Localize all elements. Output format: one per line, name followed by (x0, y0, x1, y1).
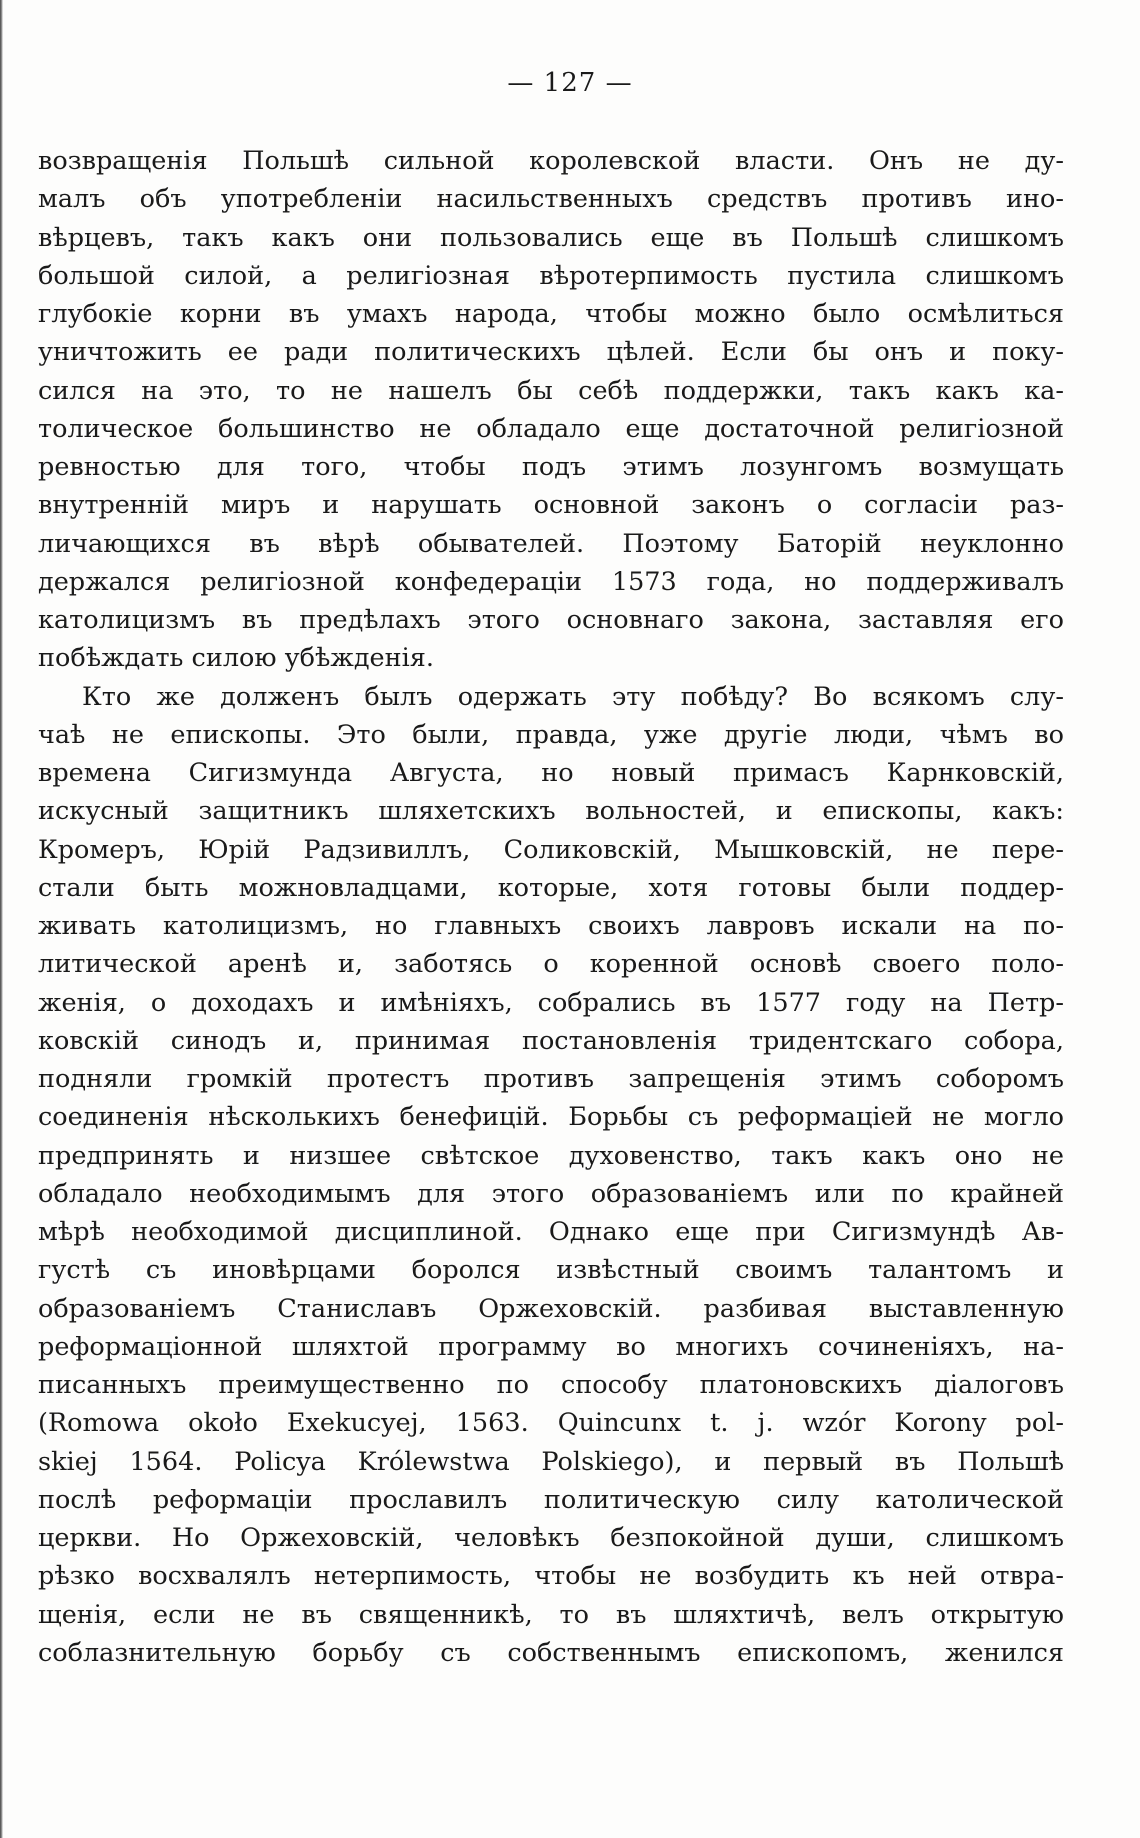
text-line: образованіемъ Станиславъ Оржеховскій. разбивая выставленную (38, 1293, 1064, 1324)
text-line: писанныхъ преимущественно по способу платоновскихъ діалоговъ (38, 1370, 1064, 1400)
paragraph (38, 678, 1064, 1673)
text-line: соблазнительную борьбу съ собственнымъ епископомъ, женился (38, 1637, 1064, 1668)
body-text (38, 142, 1064, 1672)
text-line: ковскій синодъ и, принимая постановленія тридентскаго собора, (38, 1025, 1064, 1056)
text-line: женія, о доходахъ и имѣніяхъ, собрались въ 1577 году на Петр- (38, 987, 1064, 1018)
text-line: возвращенія Польшѣ сильной королевской власти. Онъ не ду- (38, 146, 1064, 176)
paragraph (38, 142, 1064, 678)
page-binding-edge (0, 0, 3, 1838)
text-line: (Romowa około Exekucyej, 1563. Quincunx t. j. wzór Korony pol- (38, 1408, 1064, 1439)
text-line: сился на это, то не нашелъ бы себѣ поддержки, такъ какъ ка- (38, 375, 1064, 406)
text-line: уничтожить ее ради политическихъ цѣлей. Если бы онъ и поку- (38, 337, 1064, 368)
text-line: соединенія нѣсколькихъ бенефицій. Борьбы съ реформаціей не могло (38, 1102, 1064, 1133)
text-line: внутренній миръ и нарушать основной законъ о согласіи раз- (38, 490, 1064, 521)
text-line: глубокіе корни въ умахъ народа, чтобы можно было осмѣлиться (38, 299, 1064, 329)
text-line: стали быть можновладцами, которые, хотя готовы были поддер- (38, 872, 1064, 903)
text-line: толическое большинство не обладало еще достаточной религіозной (38, 413, 1064, 444)
text-line: мѣрѣ необходимой дисциплиной. Однако еще при Сигизмундѣ Ав- (38, 1217, 1064, 1247)
text-line: побѣждать силою убѣжденія. (38, 643, 434, 674)
text-line: церкви. Но Оржеховскій, человѣкъ безпокойной души, слишкомъ (38, 1523, 1064, 1553)
page-number: — 127 — (507, 68, 633, 98)
text-line: малъ объ употребленіи насильственныхъ средствъ противъ ино- (38, 184, 1064, 215)
text-line: предпринять и низшее свѣтское духовенство, такъ какъ оно не (38, 1140, 1064, 1171)
text-line: держался религіозной конфедераціи 1573 года, но поддерживалъ (38, 566, 1064, 597)
text-line: густѣ съ иновѣрцами боролся извѣстный своимъ талантомъ и (38, 1255, 1064, 1286)
text-line: щенія, если не въ священникѣ, то въ шляхтичѣ, велъ открытую (38, 1599, 1064, 1630)
text-line: католицизмъ въ предѣлахъ этого основнаго закона, заставляя его (38, 605, 1064, 635)
text-line: skiej 1564. Policya Królewstwa Polskiego), и первый въ Польшѣ (38, 1446, 1064, 1477)
text-line: подняли громкій протестъ противъ запрещенія этимъ соборомъ (38, 1064, 1064, 1094)
text-line: искусный защитникъ шляхетскихъ вольностей, и епископы, какъ: (38, 796, 1064, 827)
text-line: живать католицизмъ, но главныхъ своихъ лавровъ искали на по- (38, 911, 1064, 941)
text-line: вѣрцевъ, такъ какъ они пользовались еще въ Польшѣ слишкомъ (38, 222, 1064, 253)
text-line: чаѣ не епископы. Это были, правда, уже другіе люди, чѣмъ во (38, 719, 1064, 750)
text-line: литической аренѣ и, заботясь о коренной основѣ своего поло- (38, 949, 1064, 980)
text-line: Кто же долженъ былъ одержать эту побѣду? Во всякомъ слу- (82, 681, 1064, 712)
text-line: времена Сигизмунда Августа, но новый примасъ Карнковскій, (38, 758, 1064, 788)
text-line: обладало необходимымъ для этого образованіемъ или по крайней (38, 1178, 1064, 1209)
text-line: реформаціонной шляхтой программу во многихъ сочиненіяхъ, на- (38, 1331, 1064, 1362)
text-line: послѣ реформаціи прославилъ политическую силу католической (38, 1484, 1064, 1515)
text-line: большой силой, а религіозная вѣротерпимость пустила слишкомъ (38, 260, 1064, 291)
text-line: ревностью для того, чтобы подъ этимъ лозунгомъ возмущать (38, 452, 1064, 482)
text-line: личающихся въ вѣрѣ обывателей. Поэтому Баторій неуклонно (38, 528, 1064, 559)
text-line: рѣзко восхвалялъ нетерпимость, чтобы не возбудить къ ней отвра- (38, 1561, 1064, 1592)
text-line: Кромеръ, Юрій Радзивиллъ, Соликовскій, Мышковскій, не пере- (38, 834, 1064, 865)
